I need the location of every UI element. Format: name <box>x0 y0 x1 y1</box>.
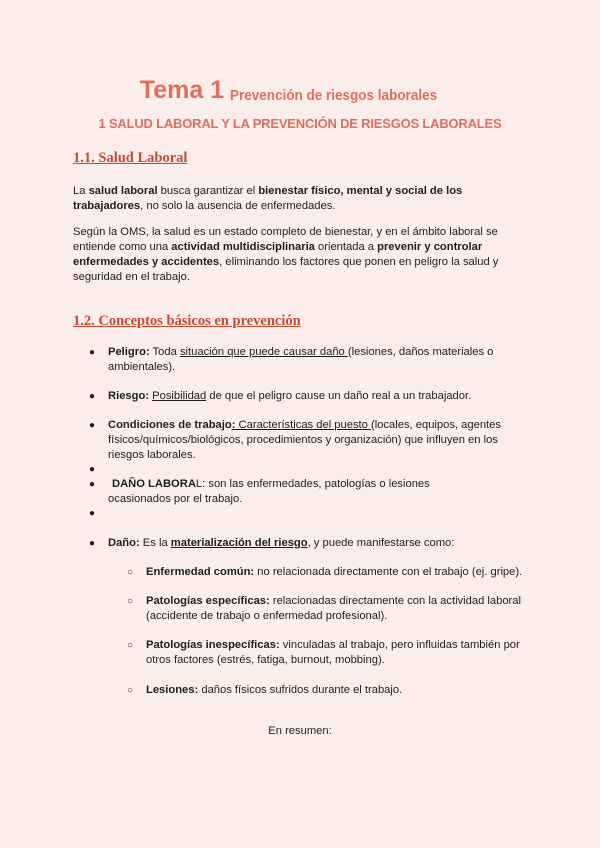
circle-bullet-icon: ○ <box>127 640 134 651</box>
bullet-icon: ● <box>89 420 96 431</box>
bullet-icon: ● <box>89 479 96 490</box>
paragraph-salud-laboral: La salud laboral busca garantizar el bienestar físico, mental y social de los trabajadores, no solo la ausencia de enfermedades. <box>73 185 463 212</box>
circle-bullet-icon: ○ <box>127 685 134 696</box>
resumen-label: En resumen: <box>268 725 332 737</box>
circle-bullet-icon: ○ <box>127 567 134 578</box>
tema-subtitle: Prevención de riesgos laborales <box>230 87 438 104</box>
bullet-icon: ● <box>89 464 96 475</box>
subitem-patologias-especificas: Patologías específicas: relacionadas directamente con la actividad laboral (accidente de trabajo o enfermedad profesional). <box>146 595 521 622</box>
section-heading-conceptos: 1.2. Conceptos básicos en prevención <box>73 313 301 329</box>
tema-number: Tema 1 <box>139 76 225 104</box>
list-item-dano-laboral: DAÑO LABORAL: son las enfermedades, patologías o lesiones <box>112 478 430 490</box>
subitem-lesiones: Lesiones: daños físicos sufridos durante el trabajo. <box>146 684 403 696</box>
list-item-dano: Daño: Es la materialización del riesgo, y puede manifestarse como: <box>108 537 455 549</box>
subitem-enfermedad-comun: Enfermedad común: no relacionada directamente con el trabajo (ej. gripe). <box>146 566 523 578</box>
chapter-heading: 1 SALUD LABORAL Y LA PREVENCIÓN DE RIESGOS LABORALES <box>98 116 502 131</box>
section-heading-salud-laboral: 1.1. Salud Laboral <box>73 150 188 166</box>
bullet-icon: ● <box>89 538 96 549</box>
list-item-dano-laboral-cont: ocasionados por el trabajo. <box>108 493 243 505</box>
circle-bullet-icon: ○ <box>127 596 134 607</box>
bullet-icon: ● <box>89 508 96 519</box>
list-item-riesgo: Riesgo: Posibilidad de que el peligro cause un daño real a un trabajador. <box>108 390 472 402</box>
bullet-icon: ● <box>89 347 96 358</box>
document-title <box>0 76 600 105</box>
list-item-condiciones: Condiciones de trabajo: Características del puesto (locales, equipos, agentes físicos/químicos/biológicos, procedimientos y organización) que influyen en los riesgos laborales. <box>108 419 501 461</box>
paragraph-oms: Según la OMS, la salud es un estado completo de bienestar, y en el ámbito laboral se entiende como una actividad multidisciplinaria orientada a prevenir y controlar enfermedades y accidentes, eliminando los factores que ponen en peligro la salud y seguridad en el trabajo. <box>73 226 499 283</box>
bullet-icon: ● <box>89 391 96 402</box>
subitem-patologias-inespecificas: Patologías inespecíficas: vinculadas al trabajo, pero influidas también por otros factores (estrés, fatiga, burnout, mobbing). <box>146 639 520 666</box>
list-item-peligro: Peligro: Toda situación que puede causar daño (lesiones, daños materiales o ambientales). <box>108 346 494 373</box>
